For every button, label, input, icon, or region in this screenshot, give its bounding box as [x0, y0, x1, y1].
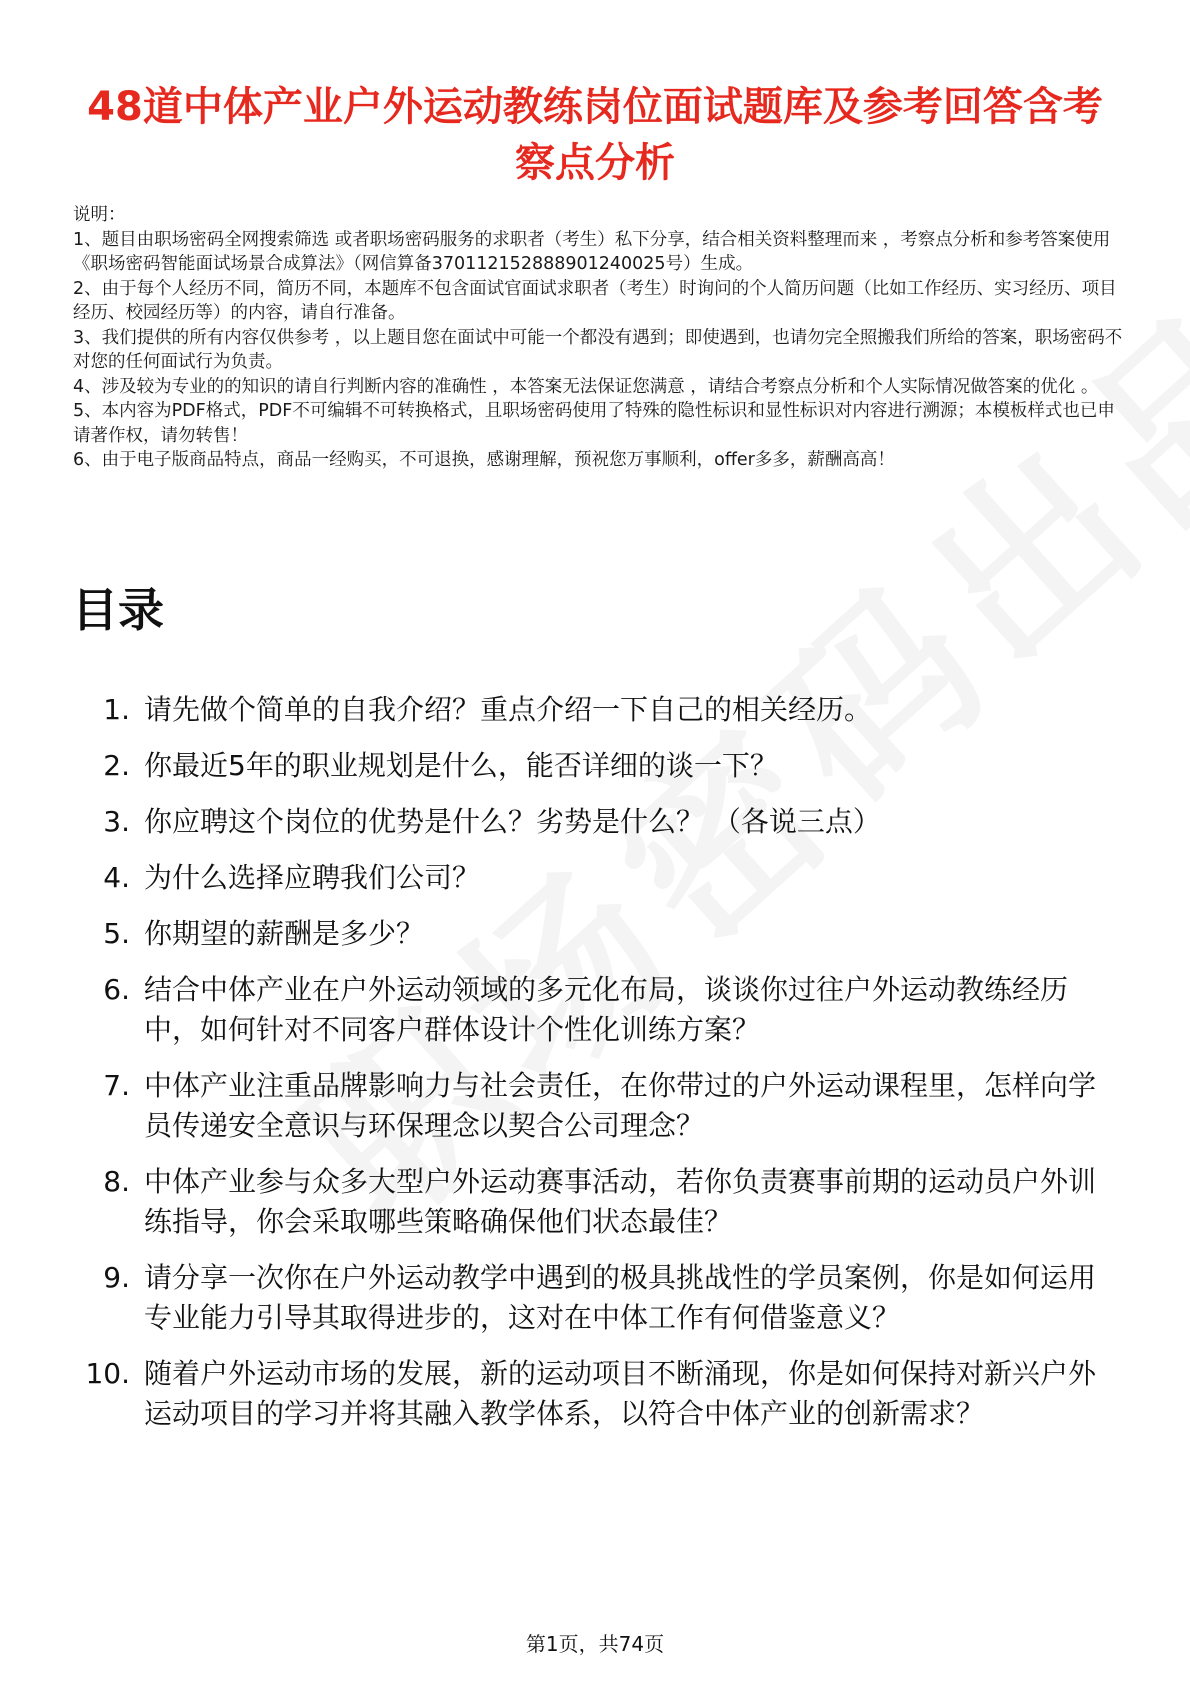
toc-item-text: 结合中体产业在户外运动领域的多元化布局，谈谈你过往户外运动教练经历中，如何针对不同客户群体设计个性化训练方案？	[144, 973, 1069, 1046]
toc-item[interactable]	[70, 1354, 1120, 1434]
notes-item: 4、涉及较为专业的的知识的请自行判断内容的准确性 ，本答案无法保证您满意 ，请结合考察点分析和个人实际情况做答案的优化 。	[73, 376, 1099, 397]
notes-item: 1、题目由职场密码全网搜索筛选 或者职场密码服务的求职者（考生）私下分享，结合相关资料整理而来 ，考察点分析和参考答案使用《职场密码智能面试场景合成算法》（网信算备370112152888901240025号）生成。	[73, 229, 1111, 274]
notes-item: 2、由于每个人经历不同，简历不同，本题库不包含面试官面试求职者（考生）时询问的个人简历问题（比如工作经历、实习经历、项目经历、校园经历等）的内容，请自行准备。	[73, 278, 1117, 323]
toc-item-number: 4.	[103, 861, 130, 894]
toc-item-number: 10.	[85, 1357, 130, 1390]
toc-item-number: 7.	[103, 1069, 130, 1102]
toc-item[interactable]	[70, 970, 1120, 1050]
page-title: 48道中体产业户外运动教练岗位面试题库及参考回答含考察点分析	[87, 83, 1103, 186]
toc-item-text: 为什么选择应聘我们公司？	[144, 861, 481, 894]
toc-item[interactable]	[70, 858, 1120, 898]
toc-item[interactable]	[70, 690, 1120, 730]
toc-item[interactable]	[70, 746, 1120, 786]
toc-item-number: 3.	[103, 805, 130, 838]
toc-item-number: 2.	[103, 749, 130, 782]
notes-item: 6、由于电子版商品特点，商品一经购买，不可退换，感谢理解，预祝您万事顺利，offer多多，薪酬高高！	[73, 450, 895, 470]
toc-item-text: 你最近5年的职业规划是什么，能否详细的谈一下？	[144, 749, 778, 782]
toc-item-text: 请先做个简单的自我介绍？重点介绍一下自己的相关经历。	[144, 693, 873, 726]
toc-item[interactable]	[70, 1162, 1120, 1242]
toc-item-text: 中体产业参与众多大型户外运动赛事活动，若你负责赛事前期的运动员户外训练指导，你会采取哪些策略确保他们状态最佳？	[144, 1165, 1097, 1238]
toc-item-number: 5.	[103, 917, 130, 950]
toc-item-text: 你期望的薪酬是多少？	[144, 917, 425, 950]
notes-item: 3、我们提供的所有内容仅供参考 ，以上题目您在面试中可能一个都没有遇到；即使遇到，也请勿完全照搬我们所给的答案，职场密码不对您的任何面试行为负责。	[73, 327, 1123, 372]
toc-list	[70, 690, 1120, 1450]
notes-heading: 说明：	[73, 205, 126, 225]
toc-item-text: 中体产业注重品牌影响力与社会责任，在你带过的户外运动课程里，怎样向学员传递安全意识与环保理念以契合公司理念？	[144, 1069, 1097, 1142]
notes-item: 5、本内容为PDF格式，PDF不可编辑不可转换格式，且职场密码使用了特殊的隐性标识和显性标识对内容进行溯源；本模板样式也已申请著作权，请勿转售！	[73, 401, 1115, 446]
notes-section	[73, 203, 1123, 473]
page-footer: 第1页，共74页	[525, 1632, 665, 1656]
toc-item-text: 请分享一次你在户外运动教学中遇到的极具挑战性的学员案例，你是如何运用专业能力引导其取得进步的，这对在中体工作有何借鉴意义？	[144, 1261, 1097, 1334]
toc-item-number: 8.	[103, 1165, 130, 1198]
toc-heading: 目录	[72, 583, 164, 637]
toc-item[interactable]	[70, 1066, 1120, 1146]
toc-item-number: 1.	[103, 693, 130, 726]
toc-item-number: 9.	[103, 1261, 130, 1294]
toc-item-number: 6.	[103, 973, 130, 1006]
toc-item-text: 随着户外运动市场的发展，新的运动项目不断涌现，你是如何保持对新兴户外运动项目的学习并将其融入教学体系，以符合中体产业的创新需求？	[144, 1357, 1097, 1430]
toc-item-text: 你应聘这个岗位的优势是什么？劣势是什么？ （各说三点）	[144, 805, 881, 838]
toc-item[interactable]	[70, 1258, 1120, 1338]
toc-item[interactable]	[70, 914, 1120, 954]
toc-item[interactable]	[70, 802, 1120, 842]
